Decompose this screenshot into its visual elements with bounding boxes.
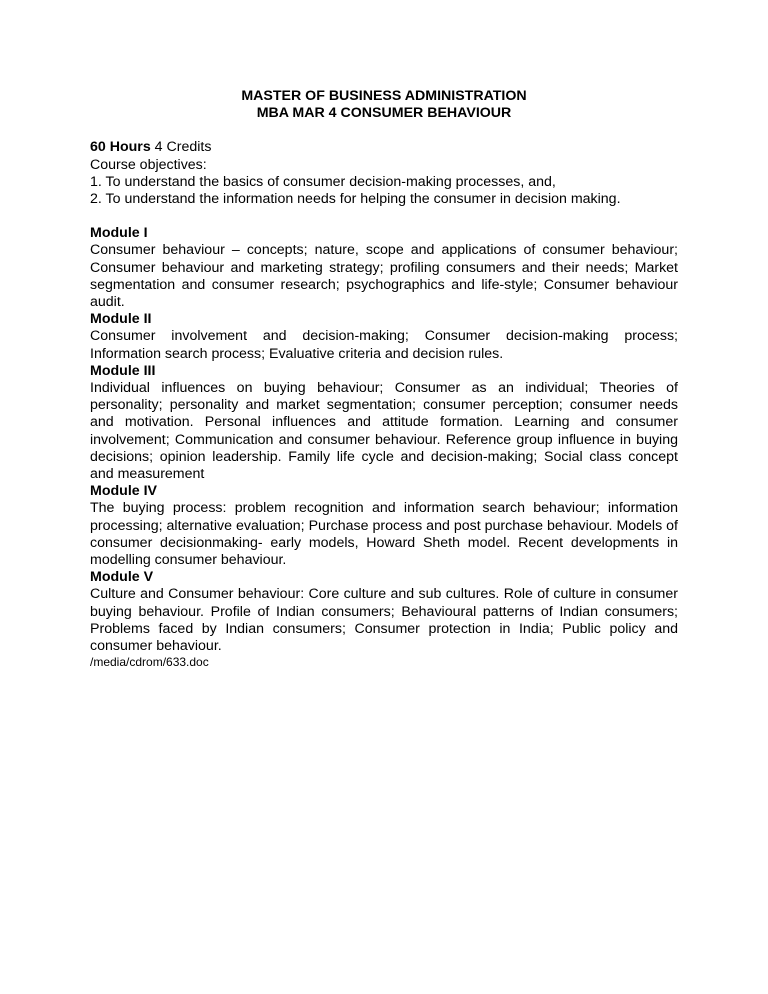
module-body: The buying process: problem recognition and information search behaviour; information processing; alternative evaluation; Purchase process and post purchase behaviour. Models of consumer decisionmaking- early models, Howard Sheth model. Recent developments in modelling consumer behaviour. xyxy=(90,500,678,569)
module-heading: Module IV xyxy=(90,483,157,500)
hours-credits-line xyxy=(90,139,678,156)
course-title: MBA MAR 4 CONSUMER BEHAVIOUR xyxy=(256,105,512,122)
document-page xyxy=(90,88,678,670)
spacer xyxy=(90,208,678,225)
file-path: /media/cdrom/633.doc xyxy=(90,655,209,670)
module-heading: Module II xyxy=(90,311,152,328)
module-heading: Module V xyxy=(90,569,154,586)
objective-item: 2. To understand the information needs for helping the consumer in decision making. xyxy=(90,191,621,208)
objective-item: 1. To understand the basics of consumer decision-making processes, and, xyxy=(90,173,556,190)
module-heading: Module I xyxy=(90,225,148,242)
objectives-label: Course objectives: xyxy=(90,156,207,173)
course-credits: 4 Credits xyxy=(150,139,212,156)
module-body: Consumer behaviour – concepts; nature, scope and applications of consumer behaviour; Consumer behaviour and marketing strategy; profiling consumers and their needs; Market segmentation and consumer research; psychographics and life-style; Consumer behaviour audit. xyxy=(90,242,678,311)
title-block xyxy=(90,88,678,122)
program-title: MASTER OF BUSINESS ADMINISTRATION xyxy=(241,88,527,104)
module-body: Culture and Consumer behaviour: Core culture and sub cultures. Role of culture in consumer buying behaviour. Profile of Indian consumers; Behavioural patterns of Indian consumers; Problems faced by Indian consumers; Consumer protection in India; Public policy and consumer behaviour. xyxy=(90,586,678,655)
module-heading: Module III xyxy=(90,362,156,379)
course-hours: 60 Hours xyxy=(90,139,151,156)
module-body: Individual influences on buying behaviour; Consumer as an individual; Theories of personality; personality and market segmentation; consumer perception; consumer needs and motivation. Personal influences and attitude formation. Learning and consumer involvement; Communication and consumer behaviour. Reference group influence in buying decisions; opinion leadership. Family life cycle and decision-making; Social class concept and measurement xyxy=(90,380,678,483)
module-body: Consumer involvement and decision-making; Consumer decision-making process; Information search process; Evaluative criteria and decision rules. xyxy=(90,328,678,362)
